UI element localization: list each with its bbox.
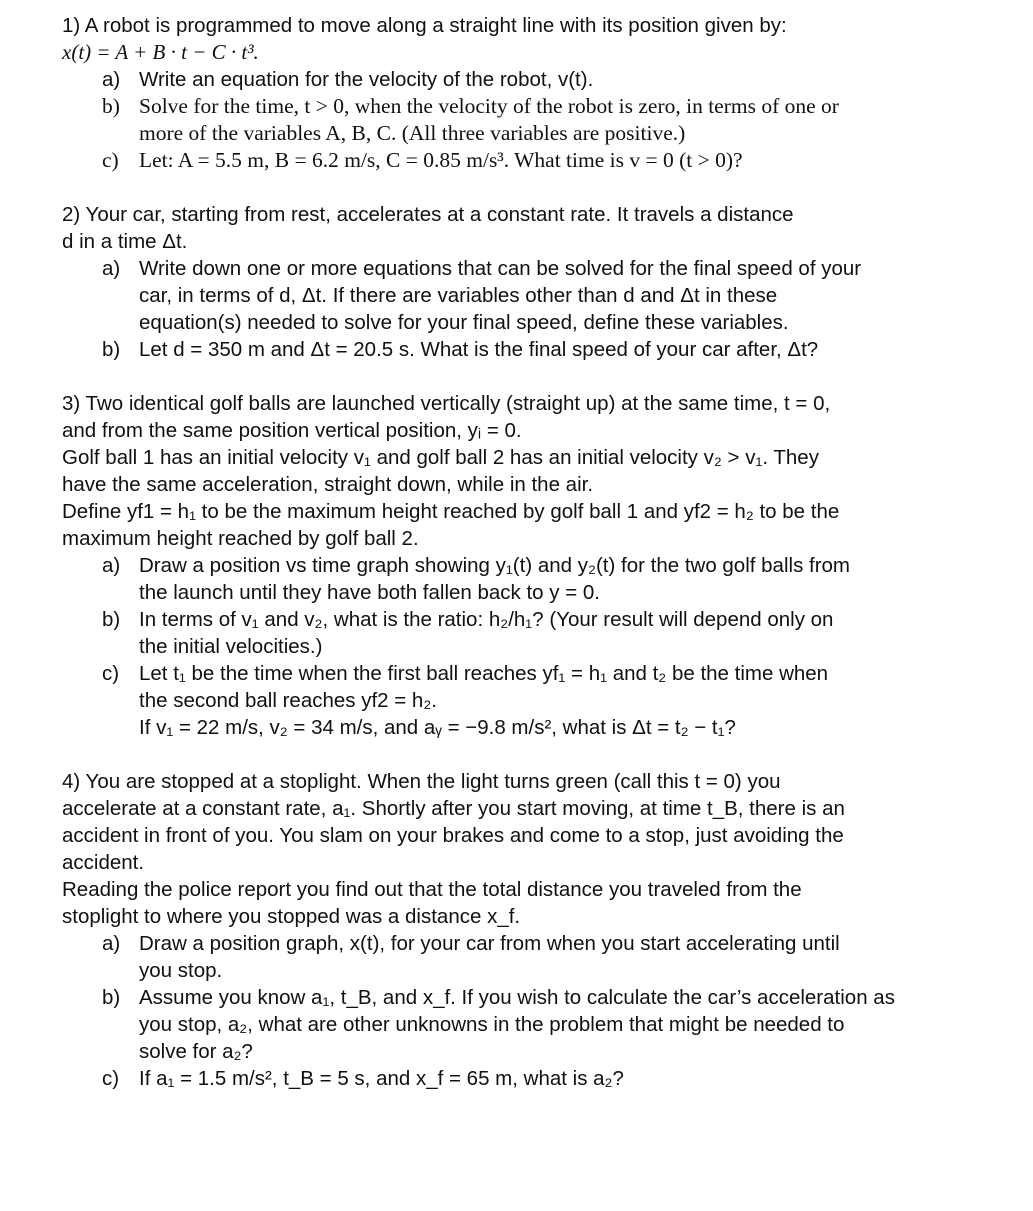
question-4-intro-line-3: accident in front of you. You slam on your brakes and come to a stop, just avoiding the [62,824,844,847]
question-1-part-c [62,147,1022,174]
question-3-intro-line-2: and from the same position vertical position, yᵢ = 0. [62,419,522,442]
question-4-part-a [62,930,1022,984]
part-label: b) [102,338,121,361]
question-1-intro-line-2: x(t) = A + B · t − C · t³. [62,40,259,64]
part-text-line: equation(s) needed to solve for your final speed, define these variables. [139,311,789,334]
question-3-part-b [62,606,1022,660]
question-3-intro-line-1: 3) Two identical golf balls are launched vertically (straight up) at the same time, t = 0, [62,392,831,415]
part-text-line: Assume you know a₁, t_B, and x_f. If you wish to calculate the car’s acceleration as [139,986,895,1009]
question-2-intro-line-2: d in a time Δt. [62,230,188,253]
question-3-intro-line-6: maximum height reached by golf ball 2. [62,527,419,550]
part-text-line: Solve for the time, t > 0, when the velocity of the robot is zero, in terms of one or [139,94,839,118]
part-text-line: you stop, a₂, what are other unknowns in the problem that might be needed to [139,1013,845,1036]
part-text-line: In terms of v₁ and v₂, what is the ratio: h₂/h₁? (Your result will depend only on [139,608,834,631]
part-label: a) [102,554,121,577]
part-text-line: more of the variables A, B, C. (All three variables are positive.) [139,121,686,145]
part-text-line: Let t₁ be the time when the first ball reaches yf₁ = h₁ and t₂ be the time when [139,662,829,685]
part-text-line: car, in terms of d, Δt. If there are variables other than d and Δt in these [139,284,778,307]
part-text-line: If a₁ = 1.5 m/s², t_B = 5 s, and x_f = 65 m, what is a₂? [139,1067,624,1090]
part-text-line: solve for a₂? [139,1040,253,1063]
part-text-line: the initial velocities.) [139,635,323,658]
part-text-line: Write down one or more equations that can be solved for the final speed of your [139,257,862,280]
question-3-part-a [62,552,1022,606]
part-label: c) [102,662,120,685]
question-4-intro-line-1: 4) You are stopped at a stoplight. When the light turns green (call this t = 0) you [62,770,781,793]
question-4-intro-line-6: stoplight to where you stopped was a distance x_f. [62,905,521,928]
question-2-intro-line-1: 2) Your car, starting from rest, accelerates at a constant rate. It travels a distance [62,203,794,226]
part-label: c) [102,148,119,172]
question-4-part-b [62,984,1022,1065]
question-3 [62,390,1022,741]
part-text-line: Draw a position graph, x(t), for your car from when you start accelerating until [139,932,840,955]
question-2-part-b [62,336,1022,363]
question-3-intro-line-5: Define yf1 = h₁ to be the maximum height reached by golf ball 1 and yf2 = h₂ to be the [62,500,840,523]
question-3-intro-line-4: have the same acceleration, straight down, while in the air. [62,473,594,496]
question-4-part-c [62,1065,1022,1092]
question-4 [62,768,1022,1092]
question-3-intro-line-3: Golf ball 1 has an initial velocity v₁ and golf ball 2 has an initial velocity v₂ > v₁. They [62,446,819,469]
question-1-part-a [62,66,1022,93]
part-label: c) [102,1067,120,1090]
question-2-part-a [62,255,1022,336]
question-4-intro-line-5: Reading the police report you find out that the total distance you traveled from the [62,878,802,901]
question-2 [62,201,1022,363]
part-label: a) [102,257,121,280]
question-4-intro-line-4: accident. [62,851,145,874]
part-text-line: Draw a position vs time graph showing y₁(t) and y₂(t) for the two golf balls from [139,554,851,577]
question-1 [62,12,1022,174]
part-text-line: the launch until they have both fallen back to y = 0. [139,581,600,604]
part-text-line: If v₁ = 22 m/s, v₂ = 34 m/s, and aᵧ = −9.8 m/s², what is Δt = t₂ − t₁? [139,716,736,739]
problem-set [62,12,1022,1119]
part-label: b) [102,94,120,118]
question-1-part-b [62,93,1022,147]
part-label: b) [102,986,121,1009]
part-label: a) [102,68,121,91]
part-label: a) [102,932,121,955]
part-text-line: you stop. [139,959,223,982]
part-text-line: Let: A = 5.5 m, B = 6.2 m/s, C = 0.85 m/s³. What time is v = 0 (t > 0)? [139,148,743,172]
part-label: b) [102,608,121,631]
question-1-intro-line-1: 1) A robot is programmed to move along a straight line with its position given by: [62,14,787,37]
question-4-intro-line-2: accelerate at a constant rate, a₁. Shortly after you start moving, at time t_B, there is an [62,797,845,820]
part-text-line: Write an equation for the velocity of the robot, v(t). [139,68,594,91]
part-text-line: the second ball reaches yf2 = h₂. [139,689,437,712]
part-text-line: Let d = 350 m and Δt = 20.5 s. What is the final speed of your car after, Δt? [139,338,819,361]
question-3-part-c [62,660,1022,741]
